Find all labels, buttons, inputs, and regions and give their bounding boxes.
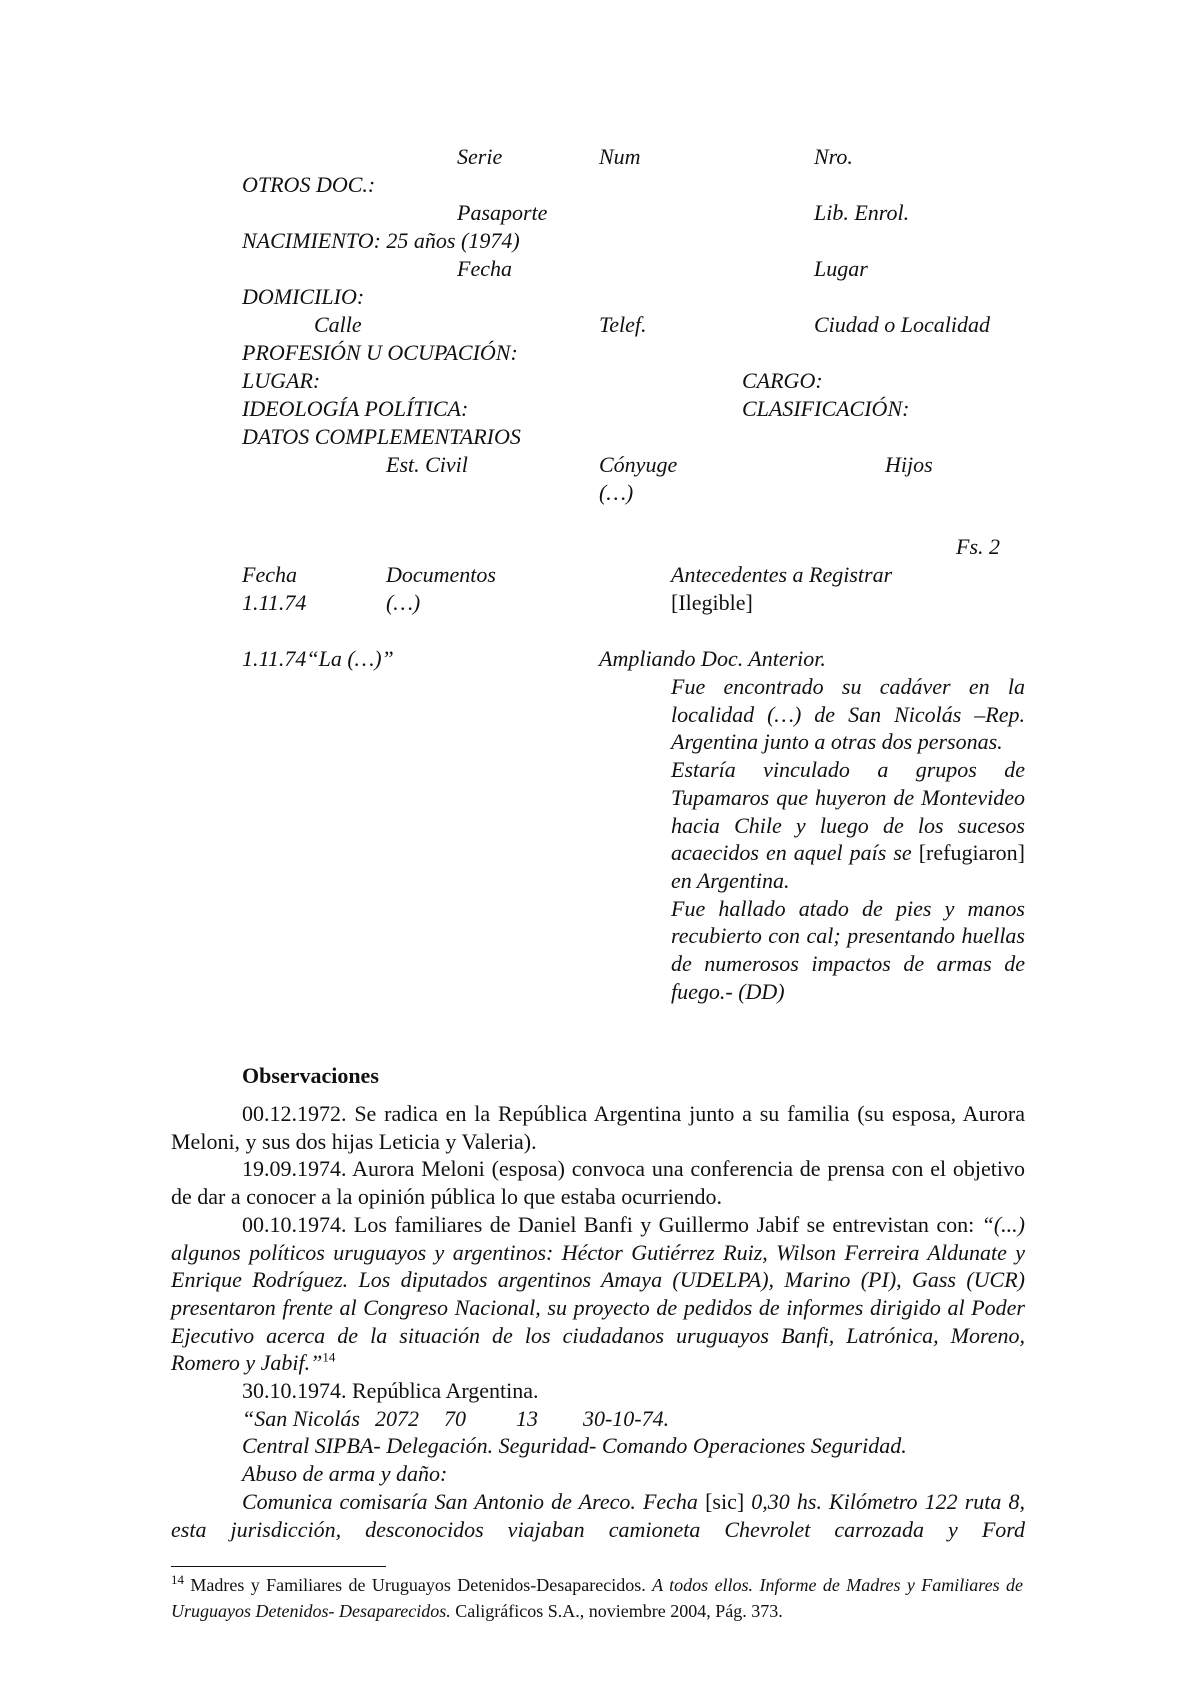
obs-paragraph-4: 30.10.1974. República Argentina. bbox=[242, 1378, 539, 1404]
col-antecedentes: Antecedentes a Registrar bbox=[671, 562, 893, 587]
row2-paragraph-1: Fue encontrado su cadáver en la localidad (…) de San Nicolás –Rep. Argentina junto a otras dos personas. bbox=[671, 674, 1025, 755]
label-lugar-nac: Lugar bbox=[814, 256, 868, 281]
footnote bbox=[171, 1572, 1023, 1624]
label-telef: Telef. bbox=[599, 312, 647, 337]
col-fecha: Fecha bbox=[242, 562, 297, 587]
label-fecha-nac: Fecha bbox=[457, 256, 512, 281]
obs-p5-c: 70 bbox=[443, 1405, 466, 1431]
observaciones-body bbox=[171, 1100, 1025, 1543]
footnote-number: 14 bbox=[171, 1572, 184, 1587]
label-num: Num bbox=[599, 144, 641, 169]
conyuge-value: (…) bbox=[599, 480, 634, 505]
label-hijos: Hijos bbox=[885, 452, 933, 477]
label-est-civil: Est. Civil bbox=[386, 452, 468, 477]
row1-fecha: 1.11.74 bbox=[242, 590, 307, 615]
obs-p8-a: Comunica comisaría San Antonio de Areco. Fecha bbox=[242, 1488, 706, 1514]
label-calle: Calle bbox=[314, 312, 362, 337]
col-documentos: Documentos bbox=[386, 562, 496, 587]
row2-paragraph-2 bbox=[671, 756, 1025, 895]
obs-p3-quote: “(...) algunos políticos uruguayos y argentinos: Héctor Gutiérrez Ruiz, Wilson Ferreira Aldunate y Enrique Rodríguez. Los diputados argentinos Amaya (UDELPA), Marino (PI), Gass (UCR) presentaron frente al Congreso Nacional, su proyecto de pedidos de informes dirigido al Poder Ejecutivo acerca de la situación de los ciudadanos uruguayos Banfi, Latrónica, Moreno, Romero y Jabif.” bbox=[171, 1211, 1025, 1376]
obs-paragraph-6: Central SIPBA- Delegación. Seguridad- Comando Operaciones Seguridad. bbox=[242, 1433, 907, 1459]
row1-documento: (…) bbox=[386, 590, 421, 615]
label-serie: Serie bbox=[457, 144, 503, 169]
observaciones-title: Observaciones bbox=[242, 1063, 379, 1088]
footnote-text-a: Madres y Familiares de Uruguayos Detenidos-Desaparecidos. bbox=[184, 1575, 653, 1595]
obs-p5-a: “San Nicolás bbox=[242, 1405, 360, 1431]
row2-paragraph-3: Fue hallado atado de pies y manos recubierto con cal; presentando huellas de numerosos impactos de armas de fuego.- (DD) bbox=[671, 895, 1025, 1004]
footnote-separator bbox=[171, 1566, 386, 1567]
footnote-title: A todos ellos. Informe de Madres y Familiares de Uruguayos Detenidos- Desaparecidos. bbox=[171, 1575, 1024, 1621]
obs-paragraph-2: 19.09.1974. Aurora Meloni (esposa) convoca una conferencia de prensa con el objetivo de dar a conocer a la opinión pública lo que estaba ocurriendo. bbox=[171, 1156, 1025, 1210]
label-otros-doc: OTROS DOC.: bbox=[242, 172, 376, 197]
folio-number: Fs. 2 bbox=[956, 534, 1000, 559]
label-lugar: LUGAR: bbox=[242, 368, 321, 393]
label-nro: Nro. bbox=[814, 144, 853, 169]
obs-paragraph-8 bbox=[171, 1488, 1025, 1543]
obs-p8-sic: [sic] bbox=[705, 1488, 745, 1514]
row2-p2-bracket: [refugiaron] bbox=[918, 840, 1025, 866]
label-ideologia: IDEOLOGÍA POLÍTICA: bbox=[242, 396, 469, 421]
obs-p3-intro: 00.10.1974. Los familiares de Daniel Banfi y Guillermo Jabif se entrevistan con: bbox=[242, 1211, 982, 1237]
row2-antecedentes-text bbox=[671, 673, 1025, 1005]
obs-p5-e: 30-10-74. bbox=[582, 1405, 670, 1431]
row2-p2-text-c: en Argentina. bbox=[671, 867, 790, 893]
label-clasificacion: CLASIFICACIÓN: bbox=[742, 396, 910, 421]
footnote-ref: 14 bbox=[322, 1350, 336, 1365]
label-lib-enrol: Lib. Enrol. bbox=[814, 200, 910, 225]
row2-fecha-documento: 1.11.74“La (…)” bbox=[242, 646, 394, 671]
obs-paragraph-5 bbox=[171, 1405, 1025, 1433]
label-domicilio: DOMICILIO: bbox=[242, 284, 365, 309]
label-nacimiento: NACIMIENTO: 25 años (1974) bbox=[242, 228, 520, 253]
obs-p5-d: 13 bbox=[515, 1405, 538, 1431]
obs-paragraph-7: Abuso de arma y daño: bbox=[242, 1461, 448, 1487]
obs-paragraph-3 bbox=[171, 1211, 1025, 1377]
label-ciudad: Ciudad o Localidad bbox=[814, 312, 991, 337]
label-cargo: CARGO: bbox=[742, 368, 823, 393]
label-pasaporte: Pasaporte bbox=[457, 200, 548, 225]
footnote-text-c: Caligráficos S.A., noviembre 2004, Pág. 373. bbox=[450, 1601, 783, 1621]
label-profesion: PROFESIÓN U OCUPACIÓN: bbox=[242, 340, 518, 365]
row1-antecedente: [Ilegible] bbox=[671, 590, 753, 615]
obs-paragraph-1: 00.12.1972. Se radica en la República Argentina junto a su familia (su esposa, Aurora Meloni, y sus dos hijas Leticia y Valeria). bbox=[171, 1101, 1025, 1154]
row2-heading: Ampliando Doc. Anterior. bbox=[599, 646, 826, 671]
obs-p8-c: 0,30 hs. Kilómetro 122 ruta 8, esta jurisdicción, desconocidos viajaban camioneta Chevrolet carrozada y Ford bbox=[171, 1488, 1025, 1542]
row2-p2-text-a: Estaría vinculado a grupos de Tupamaros que huyeron de Montevideo hacia Chile y luego de los sucesos acaecidos en aquel país se bbox=[671, 757, 1025, 866]
label-conyuge: Cónyuge bbox=[599, 452, 678, 477]
obs-p5-b: 2072 bbox=[374, 1405, 419, 1431]
label-datos-complementarios: DATOS COMPLEMENTARIOS bbox=[242, 424, 521, 449]
